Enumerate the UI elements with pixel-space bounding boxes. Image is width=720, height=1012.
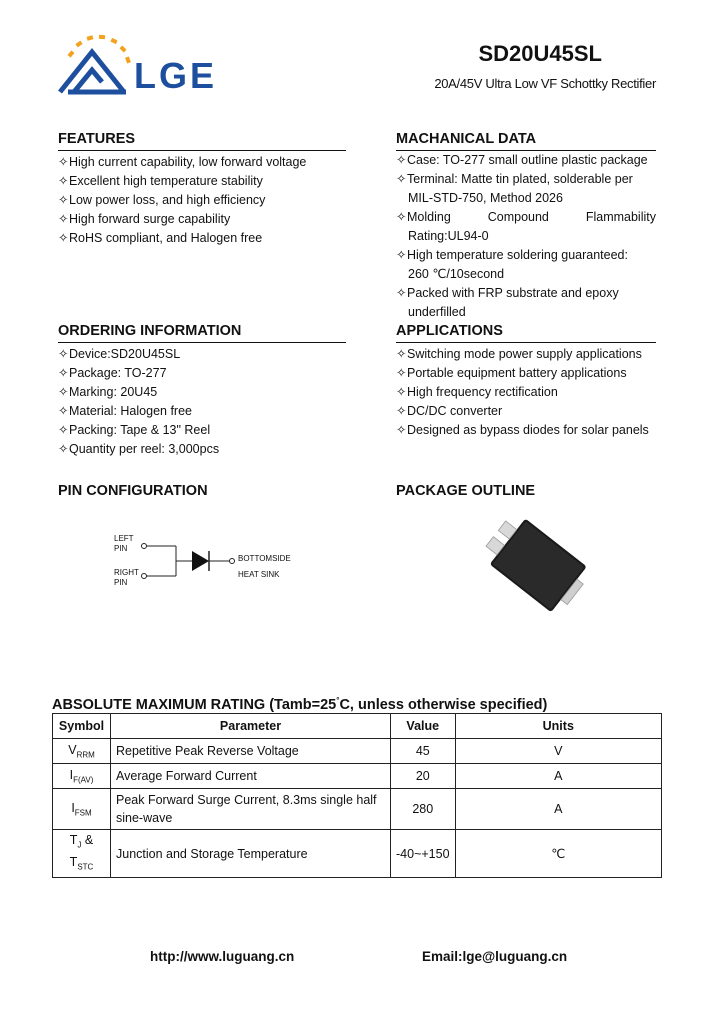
- website-link[interactable]: http://www.luguang.cn: [150, 949, 295, 964]
- bullet-icon: ✧: [396, 286, 407, 300]
- list-item-continued: underfilled: [408, 305, 466, 319]
- part-number: SD20U45SL: [478, 41, 602, 66]
- list-item: ✧Device:SD20U45SL: [58, 345, 346, 364]
- bullet-icon: ✧: [58, 155, 69, 169]
- list-item: ✧Portable equipment battery applications: [396, 364, 656, 383]
- list-item: ✧Terminal: Matte tin plated, solderable per: [396, 170, 656, 189]
- mechanical-section: [396, 130, 656, 322]
- bullet-icon: ✧: [58, 366, 69, 380]
- email-link[interactable]: Email:lge@luguang.cn: [422, 949, 568, 964]
- list-item-continued: Rating:UL94-0: [408, 229, 489, 243]
- symbol-cell: $V_{RRM}$: [53, 739, 111, 764]
- bullet-icon: ✧: [58, 423, 69, 437]
- product-subtitle: 20A/45V Ultra Low VF Schottky Rectifier: [434, 76, 656, 91]
- bullet-icon: ✧: [58, 174, 69, 188]
- unit-cell: A: [455, 764, 661, 789]
- bullet-icon: ✧: [396, 423, 407, 437]
- list-item: ✧Package: TO-277: [58, 364, 346, 383]
- logo-emblem-icon: [56, 30, 136, 100]
- unit-cell: A: [455, 789, 661, 830]
- list-item: ✧High temperature soldering guaranteed:: [396, 246, 656, 265]
- logo-text: LGE: [134, 55, 218, 96]
- bullet-icon: ✧: [396, 366, 407, 380]
- ratings-table: [52, 713, 662, 878]
- column-header: Parameter: [111, 714, 391, 739]
- symbol-cell: $I_{F(AV)}$: [53, 764, 111, 789]
- table-row: [53, 764, 662, 789]
- parameter-cell: Repetitive Peak Reverse Voltage: [111, 739, 391, 764]
- bullet-icon: ✧: [396, 347, 407, 361]
- bullet-icon: ✧: [58, 231, 69, 245]
- value-cell: 20: [391, 764, 456, 789]
- bullet-icon: ✧: [58, 385, 69, 399]
- list-item: ✧Low power loss, and high efficiency: [58, 191, 346, 210]
- bullet-icon: ✧: [396, 153, 407, 167]
- list-item: ✧High frequency rectification: [396, 383, 656, 402]
- list-item: ✧DC/DC converter: [396, 402, 656, 421]
- table-row: [53, 739, 662, 764]
- bullet-icon: ✧: [396, 248, 407, 262]
- applications-title: APPLICATIONS: [396, 322, 656, 343]
- list-item: ✧Molding Compound Flammability: [396, 208, 656, 227]
- bullet-icon: ✧: [58, 212, 69, 226]
- features-section: [58, 130, 346, 248]
- list-item: ✧Packing: Tape & 13" Reel: [58, 421, 346, 440]
- ordering-title: ORDERING INFORMATION: [58, 322, 346, 343]
- unit-cell: ℃: [455, 830, 661, 878]
- parameter-cell: Average Forward Current: [111, 764, 391, 789]
- features-title: FEATURES: [58, 130, 346, 151]
- features-list: [58, 153, 346, 248]
- mechanical-title: MACHANICAL DATA: [396, 130, 656, 151]
- list-item: ✧Packed with FRP substrate and epoxy: [396, 284, 656, 303]
- list-item: ✧Designed as bypass diodes for solar panels: [396, 421, 656, 440]
- list-item-continued: MIL-STD-750, Method 2026: [408, 191, 563, 205]
- table-row: [53, 789, 662, 830]
- applications-section: [396, 322, 656, 440]
- list-item-continued: 260 ℃/10second: [408, 267, 505, 281]
- list-item: ✧RoHS compliant, and Halogen free: [58, 229, 346, 248]
- symbol-cell: $T_J$ & $T_{STC}$: [53, 830, 111, 878]
- list-item: ✧Quantity per reel: 3,000pcs: [58, 440, 346, 459]
- column-header: Symbol: [53, 714, 111, 739]
- list-item: ✧Marking: 20U45: [58, 383, 346, 402]
- bullet-icon: ✧: [396, 172, 407, 186]
- list-item: ✧Case: TO-277 small outline plastic package: [396, 151, 656, 170]
- mechanical-list: [396, 151, 656, 322]
- ordering-list: [58, 345, 346, 459]
- ratings-title: ABSOLUTE MAXIMUM RATING (Tamb=25°C, unless otherwise specified): [52, 696, 548, 713]
- table-header-row: [53, 714, 662, 739]
- left-pin-label: LEFT PIN: [114, 534, 134, 553]
- applications-list: [396, 345, 656, 440]
- value-cell: 280: [391, 789, 456, 830]
- bullet-icon: ✧: [396, 404, 407, 418]
- bullet-icon: ✧: [58, 404, 69, 418]
- list-item: ✧Switching mode power supply applications: [396, 345, 656, 364]
- ordering-section: [58, 322, 346, 459]
- parameter-cell: Junction and Storage Temperature: [111, 830, 391, 878]
- unit-cell: V: [455, 739, 661, 764]
- parameter-cell: Peak Forward Surge Current, 8.3ms single half sine-wave: [111, 789, 391, 830]
- bullet-icon: ✧: [396, 385, 407, 399]
- bullet-icon: ✧: [396, 210, 407, 224]
- package-outline-title: PACKAGE OUTLINE: [396, 483, 536, 499]
- list-item: ✧Material: Halogen free: [58, 402, 346, 421]
- column-header: Units: [455, 714, 661, 739]
- symbol-cell: $I_{FSM}$: [53, 789, 111, 830]
- list-item: ✧High forward surge capability: [58, 210, 346, 229]
- value-cell: -40~+150: [391, 830, 456, 878]
- value-cell: 45: [391, 739, 456, 764]
- bullet-icon: ✧: [58, 442, 69, 456]
- to277-package-icon: [482, 512, 592, 622]
- list-item: ✧Excellent high temperature stability: [58, 172, 346, 191]
- right-pin-label: RIGHT PIN: [114, 568, 139, 587]
- bullet-icon: ✧: [58, 347, 69, 361]
- list-item: ✧High current capability, low forward voltage: [58, 153, 346, 172]
- diode-schematic-icon: [138, 538, 238, 582]
- heat-sink-label: BOTTOMSIDE HEAT SINK: [238, 554, 291, 579]
- bullet-icon: ✧: [58, 193, 69, 207]
- column-header: Value: [391, 714, 456, 739]
- table-row: [53, 830, 662, 878]
- pin-config-title: PIN CONFIGURATION: [58, 483, 208, 499]
